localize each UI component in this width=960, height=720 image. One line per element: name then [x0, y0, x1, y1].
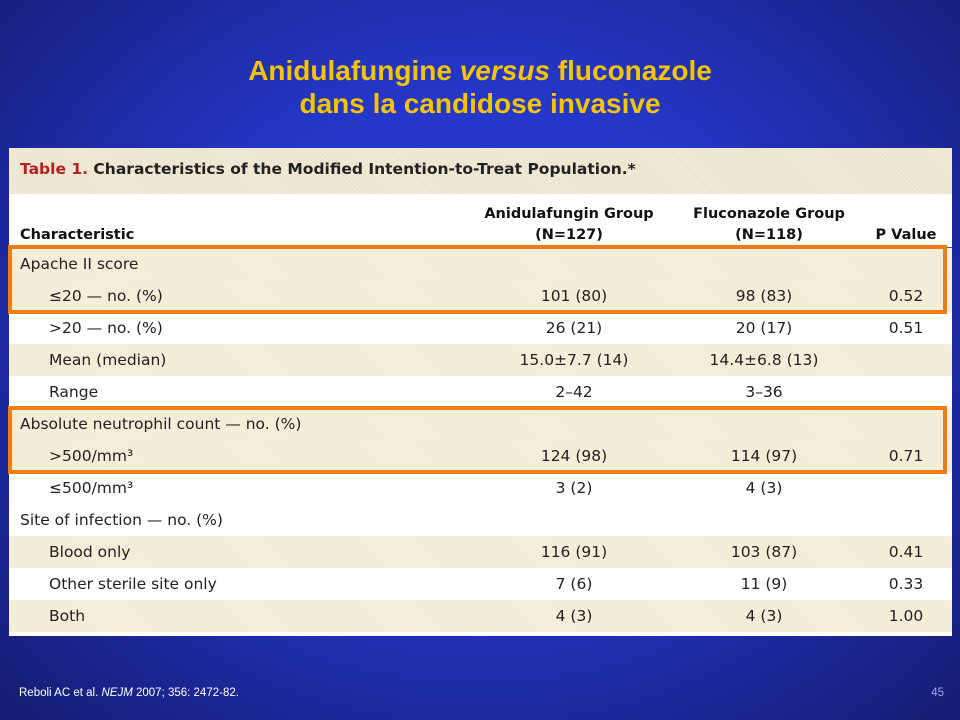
anidulafungin-value: 101 (80) [540, 287, 608, 305]
slide-title [0, 54, 960, 120]
anidulafungin-value: 7 (6) [555, 575, 593, 593]
column-header-fluconazole [669, 204, 869, 246]
title-text-end: fluconazole [550, 55, 712, 86]
row-label: Site of infection — no. (%) [20, 511, 223, 529]
anidulafungin-value: 116 (91) [540, 543, 608, 561]
p-value: 0.71 [888, 447, 924, 465]
table-number: Table 1. [20, 160, 89, 178]
table-caption-band [9, 148, 952, 194]
row-label: Mean (median) [49, 351, 167, 369]
neutrophil-count-highlight-box [8, 406, 947, 474]
row-label: Blood only [49, 543, 131, 561]
column-header-fluconazole-name: Fluconazole Group [693, 206, 845, 222]
anidulafungin-value: 26 (21) [545, 319, 603, 337]
column-header-p-value: P Value [875, 227, 937, 243]
row-label: Apache II score [20, 255, 139, 273]
fluconazole-value: 98 (83) [735, 287, 793, 305]
column-header-characteristic: Characteristic [20, 227, 135, 243]
row-label: Absolute neutrophil count — no. (%) [20, 415, 302, 433]
table-row [9, 312, 952, 344]
characteristics-table [9, 148, 952, 636]
row-label: Range [49, 383, 99, 401]
citation-details: 2007; 356: 2472-82. [132, 687, 239, 699]
fluconazole-value: 14.4±6.8 (13) [709, 351, 819, 369]
row-label: ≤20 — no. (%) [49, 287, 163, 305]
anidulafungin-value: 3 (2) [555, 479, 593, 497]
fluconazole-value: 20 (17) [735, 319, 793, 337]
column-header-anidulafungin [464, 204, 674, 246]
citation-journal: NEJM [101, 687, 133, 699]
anidulafungin-value: 4 (3) [555, 607, 593, 625]
row-label: Other sterile site only [49, 575, 217, 593]
row-label: >500/mm³ [49, 447, 134, 465]
p-value: 1.00 [888, 607, 924, 625]
row-label: ≤500/mm³ [49, 479, 134, 497]
fluconazole-value: 4 (3) [745, 607, 783, 625]
row-label: Both [49, 607, 86, 625]
p-value: 0.52 [888, 287, 924, 305]
column-header-anidulafungin-name: Anidulafungin Group [484, 206, 654, 222]
table-row [9, 600, 952, 632]
row-label: >20 — no. (%) [49, 319, 163, 337]
slide-number: 45 [931, 687, 944, 699]
title-text: Anidulafungine [248, 55, 460, 86]
title-italic-text: versus [459, 55, 551, 86]
slide-title-line-1 [0, 54, 960, 87]
p-value: 0.51 [888, 319, 924, 337]
anidulafungin-value: 15.0±7.7 (14) [519, 351, 629, 369]
apache-score-highlight-box [8, 245, 947, 314]
column-header-anidulafungin-n: (N=127) [535, 227, 603, 243]
fluconazole-value: 11 (9) [740, 575, 788, 593]
fluconazole-value: 4 (3) [745, 479, 783, 497]
fluconazole-value: 3–36 [745, 383, 783, 401]
table-row [9, 536, 952, 568]
citation [19, 687, 239, 699]
table-row [9, 376, 952, 408]
table-row [9, 344, 952, 376]
citation-authors: Reboli AC et al. [19, 687, 102, 699]
fluconazole-value: 114 (97) [730, 447, 798, 465]
p-value: 0.33 [888, 575, 924, 593]
column-header-fluconazole-n: (N=118) [735, 227, 803, 243]
table-caption [20, 160, 636, 178]
anidulafungin-value: 124 (98) [540, 447, 608, 465]
table-row [9, 568, 952, 600]
anidulafungin-value: 2–42 [555, 383, 593, 401]
fluconazole-value: 103 (87) [730, 543, 798, 561]
p-value: 0.41 [888, 543, 924, 561]
table-row [9, 504, 952, 536]
table-caption-text: Characteristics of the Modified Intention-to-Treat Population.* [88, 160, 636, 178]
slide-title-line-2: dans la candidose invasive [299, 88, 661, 119]
table-row [9, 472, 952, 504]
